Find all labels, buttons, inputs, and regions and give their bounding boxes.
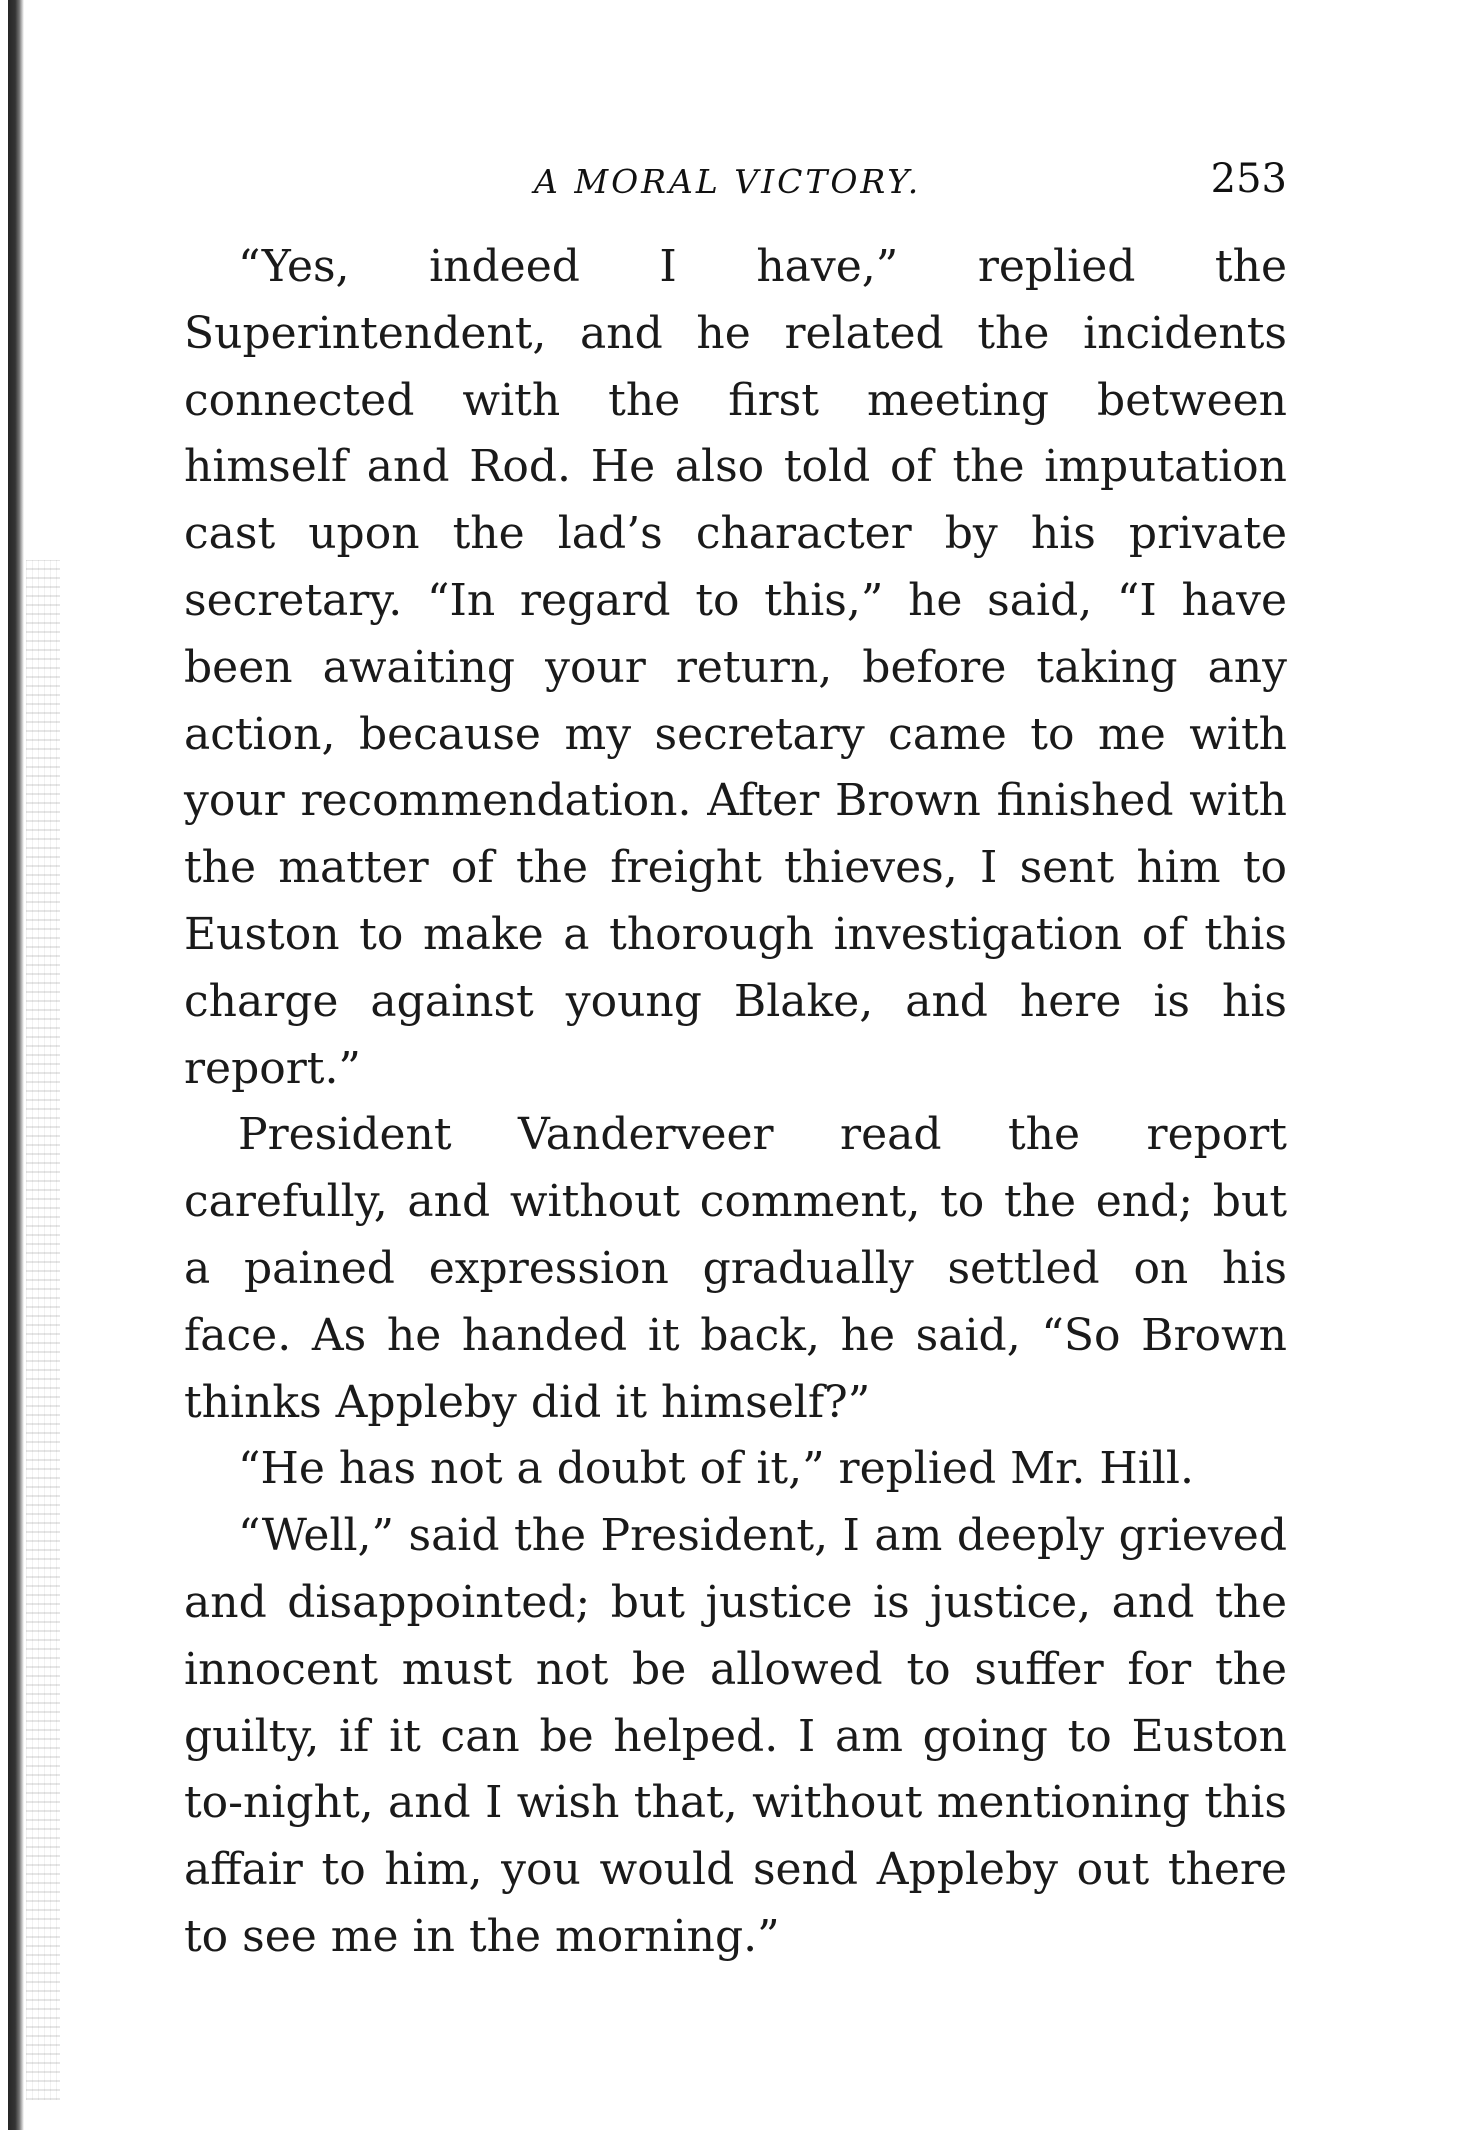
paragraph-3: “He has not a doubt of it,” replied Mr. Hill. <box>238 1443 1194 1495</box>
paragraph-4: “Well,” said the President, I am deeply grieved and disappointed; but justice is justice, and the innocent must not be allowed to suffer for the guilty, if it can be helped. I am going to Euston to-night, and I wish that, without mentioning this affair to him, you would send Appleby out there to see me in the morning.” <box>184 1510 1287 1962</box>
book-page <box>184 156 1287 1971</box>
body-text <box>184 234 1287 1971</box>
running-header <box>184 156 1287 216</box>
binding-gutter-shadow <box>8 0 24 2130</box>
binding-gutter-speckle <box>26 560 60 2100</box>
paragraph-1: “Yes, indeed I have,” replied the Superintendent, and he related the incidents connected with the first meeting between himself and Rod. He also told of the imputation cast upon the lad’s character by his private secretary. “In regard to this,” he said, “I have been awaiting your return, before taking any action, because my secretary came to me with your recommendation. After Brown finished with the matter of the freight thieves, I sent him to Euston to make a thorough investigation of this charge against young Blake, and here is his report.” <box>184 241 1287 1094</box>
page-number: 253 <box>1210 156 1287 202</box>
chapter-title: A MORAL VICTORY. <box>534 162 922 201</box>
paragraph-2: President Vanderveer read the report carefully, and without comment, to the end; but a pained expression gradually settled on his face. As he handed it back, he said, “So Brown thinks Appleby did it himself?” <box>184 1109 1287 1428</box>
